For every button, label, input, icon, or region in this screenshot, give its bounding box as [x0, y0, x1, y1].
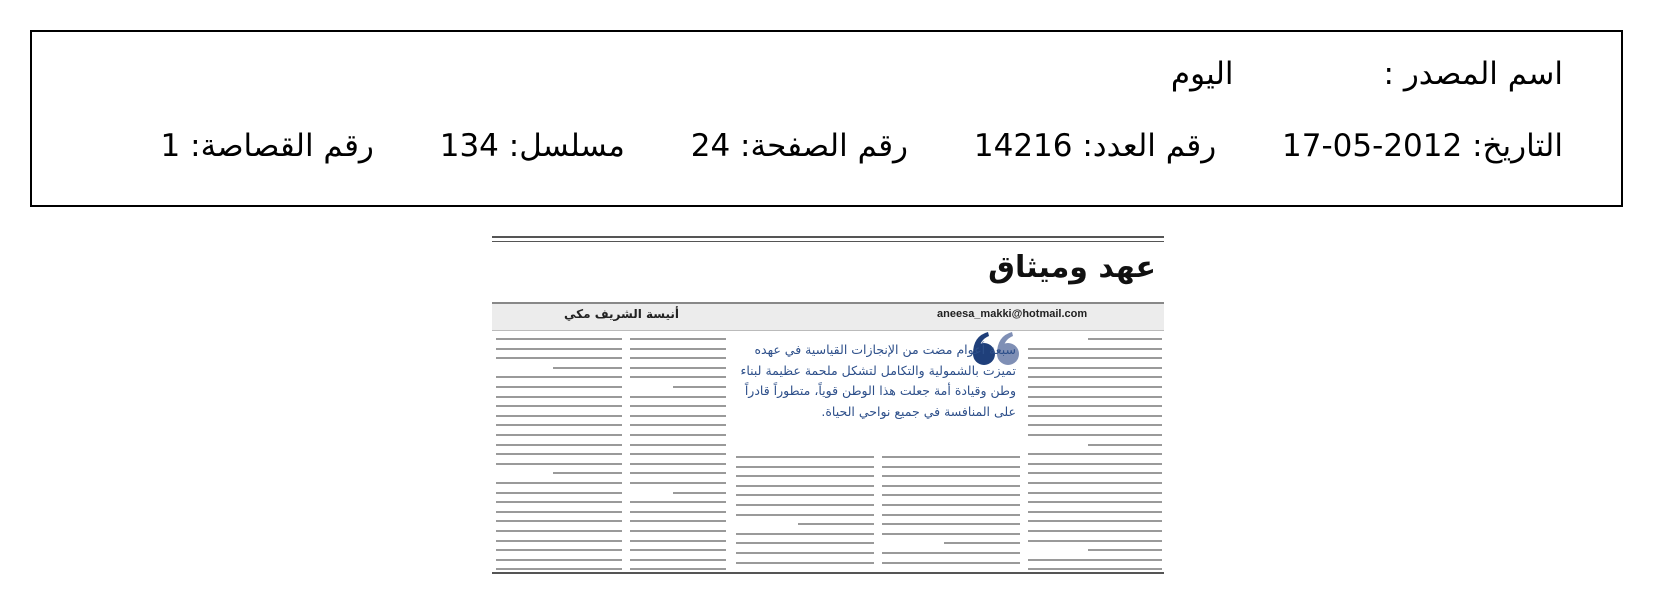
body-text-line: [630, 472, 726, 474]
bottom-rule: [492, 572, 1164, 574]
body-text-line: [496, 492, 622, 494]
body-text-line: [496, 424, 622, 426]
body-text-line: [1028, 424, 1162, 426]
body-text-line: [736, 456, 874, 458]
body-text-line: [630, 568, 726, 570]
body-text-line: [736, 494, 874, 496]
body-text-line: [1028, 492, 1162, 494]
issue-value: 14216: [973, 128, 1073, 164]
body-text-line: [630, 405, 726, 407]
body-text-line: [630, 559, 726, 561]
byline-bar: [492, 302, 1164, 331]
body-text-line: [496, 540, 622, 542]
body-text-line: [630, 415, 726, 417]
body-text-line: [1088, 444, 1162, 446]
body-text-line: [736, 552, 874, 554]
body-text-line: [1028, 367, 1162, 369]
clip-number-label: رقم القصاصة:: [190, 128, 374, 164]
serial-value: 134: [439, 128, 499, 164]
body-text-line: [496, 549, 622, 551]
body-text-line: [496, 376, 622, 378]
issue-label: رقم العدد:: [1082, 128, 1217, 164]
body-text-line: [496, 511, 622, 513]
body-text-line: [496, 386, 622, 388]
body-text-line: [496, 482, 622, 484]
pull-quote: سبعة أعوام مضت من الإنجازات القياسية في عهده تميزت بالشمولية والتكامل لتشكل ملحمة عظيمة لبناء وطن وقيادة أمة جعلت هذا الوطن قوياً، متطوراً قادراً على المنافسة في جميع نواحي الحياة.: [740, 342, 1016, 419]
body-text-line: [496, 501, 622, 503]
body-text-line: [630, 463, 726, 465]
body-text-line: [1028, 415, 1162, 417]
body-column-right: [1028, 336, 1162, 572]
body-text-line: [1028, 482, 1162, 484]
body-text-line: [882, 456, 1020, 458]
body-text-line: [496, 520, 622, 522]
body-text-line: [1088, 549, 1162, 551]
body-text-line: [882, 562, 1020, 564]
body-text-line: [1028, 386, 1162, 388]
source-value: اليوم: [1170, 56, 1234, 92]
body-column-bottom-b: [736, 454, 874, 572]
top-rule-thin: [492, 241, 1164, 242]
body-text-line: [630, 501, 726, 503]
body-text-line: [736, 466, 874, 468]
body-text-line: [496, 415, 622, 417]
body-text-line: [630, 444, 726, 446]
body-text-line: [798, 523, 874, 525]
body-text-line: [1088, 338, 1162, 340]
body-text-line: [1028, 405, 1162, 407]
body-text-line: [736, 562, 874, 564]
body-text-line: [630, 453, 726, 455]
body-text-line: [496, 530, 622, 532]
body-text-line: [882, 494, 1020, 496]
body-text-line: [496, 357, 622, 359]
body-text-line: [882, 523, 1020, 525]
body-text-line: [630, 357, 726, 359]
body-text-line: [1028, 540, 1162, 542]
body-text-line: [630, 348, 726, 350]
source-label: اسم المصدر :: [1383, 56, 1563, 92]
body-text-line: [1028, 520, 1162, 522]
body-text-line: [882, 514, 1020, 516]
body-text-line: [630, 434, 726, 436]
body-text-line: [630, 338, 726, 340]
article-title: عهد وميثاق: [988, 250, 1156, 285]
clip-number-value: 1: [160, 128, 181, 164]
source-row: [1171, 54, 1563, 94]
body-text-line: [630, 482, 726, 484]
body-text-line: [1028, 559, 1162, 561]
body-text-line: [736, 514, 874, 516]
body-text-line: [1028, 530, 1162, 532]
body-text-line: [496, 405, 622, 407]
body-text-line: [553, 472, 622, 474]
body-text-line: [630, 367, 726, 369]
body-text-line: [496, 444, 622, 446]
body-text-line: [1028, 501, 1162, 503]
body-text-line: [496, 463, 622, 465]
body-text-line: [630, 530, 726, 532]
body-text-line: [1028, 453, 1162, 455]
body-text-line: [496, 453, 622, 455]
body-text-line: [1028, 396, 1162, 398]
author-email: aneesa_makki@hotmail.com: [937, 308, 1088, 320]
body-text-line: [630, 549, 726, 551]
clipping-metadata-box: [30, 30, 1623, 207]
body-text-line: [673, 492, 726, 494]
date-label: التاريخ:: [1472, 128, 1563, 164]
page-value: 24: [690, 128, 731, 164]
body-text-line: [882, 533, 1020, 535]
body-text-line: [1028, 434, 1162, 436]
body-text-line: [630, 511, 726, 513]
body-text-line: [736, 533, 874, 535]
body-text-line: [882, 485, 1020, 487]
body-text-line: [1028, 472, 1162, 474]
body-text-line: [1028, 376, 1162, 378]
newspaper-clipping: [492, 236, 1164, 576]
body-text-line: [553, 367, 622, 369]
body-text-line: [496, 434, 622, 436]
body-text-line: [1028, 568, 1162, 570]
body-text-line: [496, 338, 622, 340]
details-row: [161, 126, 1563, 166]
body-text-line: [630, 376, 726, 378]
top-rule: [492, 236, 1164, 238]
body-text-line: [736, 485, 874, 487]
body-column-left-b: [496, 336, 622, 572]
body-text-line: [630, 424, 726, 426]
body-text-line: [673, 386, 726, 388]
body-text-line: [496, 348, 622, 350]
body-text-line: [1028, 357, 1162, 359]
page-label: رقم الصفحة:: [740, 128, 909, 164]
body-text-line: [882, 475, 1020, 477]
body-text-line: [630, 540, 726, 542]
body-text-line: [882, 504, 1020, 506]
body-text-line: [496, 396, 622, 398]
author-name: أنيسة الشريف مكي: [564, 307, 680, 321]
body-text-line: [882, 466, 1020, 468]
body-text-line: [736, 504, 874, 506]
body-text-line: [630, 520, 726, 522]
serial-label: مسلسل:: [508, 128, 625, 164]
body-text-line: [630, 396, 726, 398]
body-text-line: [882, 552, 1020, 554]
body-column-left-a: [630, 336, 726, 572]
body-column-bottom-a: [882, 454, 1020, 572]
body-text-line: [496, 559, 622, 561]
body-text-line: [736, 542, 874, 544]
body-text-line: [496, 568, 622, 570]
body-text-line: [1028, 511, 1162, 513]
body-text-line: [944, 542, 1020, 544]
date-value: 2012-05-17: [1282, 128, 1463, 164]
body-text-line: [1028, 463, 1162, 465]
body-text-line: [736, 475, 874, 477]
body-text-line: [1028, 348, 1162, 350]
